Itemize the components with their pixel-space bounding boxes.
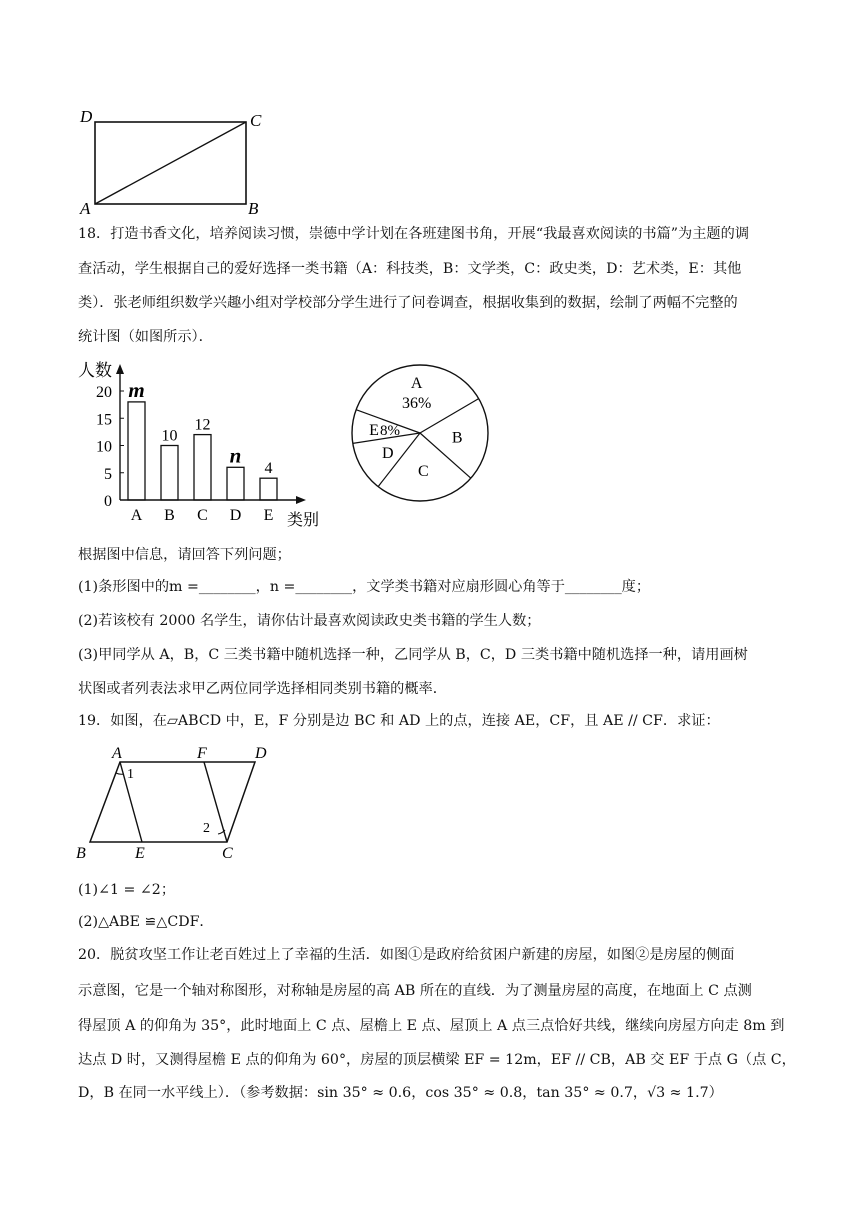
q20-line1: 20．脱贫攻坚工作让老百姓过上了幸福的生活．如图①是政府给贫困户新建的房屋，如图②是房屋的侧面 xyxy=(78,947,735,963)
pie-slice-percent: 36% xyxy=(401,394,432,412)
bar-data-label: 10 xyxy=(161,427,178,445)
label-angle-2: 2 xyxy=(203,821,210,836)
vertex-label-d: D xyxy=(80,107,93,126)
parallelogram-abcd xyxy=(90,762,255,842)
vertex-label-a: A xyxy=(80,199,91,218)
bar-data-label: n xyxy=(229,443,242,468)
q20-line3: 得屋顶 A 的仰角为 35°，此时地面上 C 点、屋檐上 E 点、屋顶上 A 点三点恰好共线，继续向房屋方向走 8m 到 xyxy=(78,1018,785,1034)
y-axis-arrow xyxy=(116,364,124,374)
q19-sub2: (2)△ABE ≌△CDF． xyxy=(78,914,214,930)
q20-line2: 示意图，它是一个轴对称图形，对称轴是房屋的高 AB 所在的直线．为了测量房屋的高度，在地面上 C 点测 xyxy=(78,983,752,999)
vertex-label-b: B xyxy=(248,199,259,218)
q18-sub3-line1: (3)甲同学从 A，B，C 三类书籍中随机选择一种，乙同学从 B，C，D 三类书籍中随机选择一种，请用画树 xyxy=(78,647,748,663)
pie-slice-label: E xyxy=(369,421,379,439)
bar-data-label: 4 xyxy=(264,460,273,478)
q19-text: 19．如图，在▱ABCD 中，E，F 分别是边 BC 和 AD 上的点，连接 AE，CF，且 AE // CF．求证： xyxy=(78,713,720,729)
bar xyxy=(128,402,145,500)
x-tick-label: E xyxy=(263,507,274,524)
bar xyxy=(194,435,211,500)
pie-slice-label: B xyxy=(451,429,463,447)
q18-sub2: (2)若该校有 2000 名学生，请你估计最喜欢阅读政史类书籍的学生人数； xyxy=(78,613,541,629)
pie-chart xyxy=(345,358,495,508)
q18-prompt: 根据图中信息，请回答下列问题； xyxy=(78,547,291,563)
x-axis-arrow xyxy=(296,496,306,504)
pie-slice-label: D xyxy=(381,444,394,462)
vertex-label-c: C xyxy=(250,111,262,130)
q18-sub1: (1)条形图中的m =________，n =________，文学类书籍对应扇形圆心角等于________度； xyxy=(78,579,651,595)
bar-data-label: m xyxy=(128,377,145,402)
bar-chart-xlabel: 类别 xyxy=(287,512,320,529)
y-tick-label: 20 xyxy=(96,384,112,401)
diagonal-ac xyxy=(95,122,246,204)
y-tick-label: 0 xyxy=(104,493,112,510)
q20-line5: D，B 在同一水平线上）．（参考数据：sin 35° ≈ 0.6，cos 35° ≈ 0.8，tan 35° ≈ 0.7，√3 ≈ 1.7） xyxy=(78,1085,723,1101)
q18-line2: 查活动，学生根据自己的爱好选择一类书籍（A：科技类，B：文学类，C：政史类，D：艺术类，E：其他 xyxy=(78,261,742,277)
bar-chart xyxy=(60,350,350,530)
x-tick-label: A xyxy=(130,507,143,524)
y-tick-label: 5 xyxy=(104,465,112,483)
bar-chart-ylabel: 人数 xyxy=(78,361,112,380)
bar xyxy=(227,467,244,500)
q18-line1: 18．打造书香文化，培养阅读习惯，崇德中学计划在各班建图书角，开展“我最喜欢阅读的书篇”为主题的调 xyxy=(78,226,750,242)
label-e: E xyxy=(135,845,145,862)
q19-sub1: (1)∠1 = ∠2； xyxy=(78,882,176,898)
bar xyxy=(161,446,178,501)
rectangle-figure xyxy=(70,100,290,220)
x-tick-label: C xyxy=(197,507,208,524)
bar xyxy=(260,478,277,500)
label-angle-1: 1 xyxy=(127,767,134,782)
label-b: B xyxy=(76,845,86,862)
pie-slice-label: C xyxy=(418,463,429,481)
label-d: D xyxy=(255,745,267,762)
label-f: F xyxy=(197,745,207,762)
q18-line4: 统计图（如图所示）． xyxy=(78,329,213,345)
pie-slice-label: A xyxy=(410,374,423,392)
y-tick-label: 10 xyxy=(96,438,112,456)
pie-slice-percent: 8% xyxy=(380,422,401,439)
y-tick-label: 15 xyxy=(96,411,112,429)
q18-sub3-line2: 状图或者列表法求甲乙两位同学选择相同类别书籍的概率． xyxy=(78,681,447,697)
q20-line4: 达点 D 时，又测得屋檐 E 点的仰角为 60°，房屋的顶层横梁 EF = 12m，EF // CB，AB 交 EF 于点 G（点 C， xyxy=(78,1052,796,1068)
x-tick-label: B xyxy=(164,507,175,524)
q18-line3: 类）．张老师组织数学兴趣小组对学校部分学生进行了问卷调查，根据收集到的数据，绘制了两幅不完整的 xyxy=(78,295,738,311)
parallelogram-figure xyxy=(72,740,272,860)
label-a: A xyxy=(112,745,122,762)
bar-data-label: 12 xyxy=(194,416,211,434)
label-c: C xyxy=(222,845,233,862)
x-tick-label: D xyxy=(229,507,242,524)
